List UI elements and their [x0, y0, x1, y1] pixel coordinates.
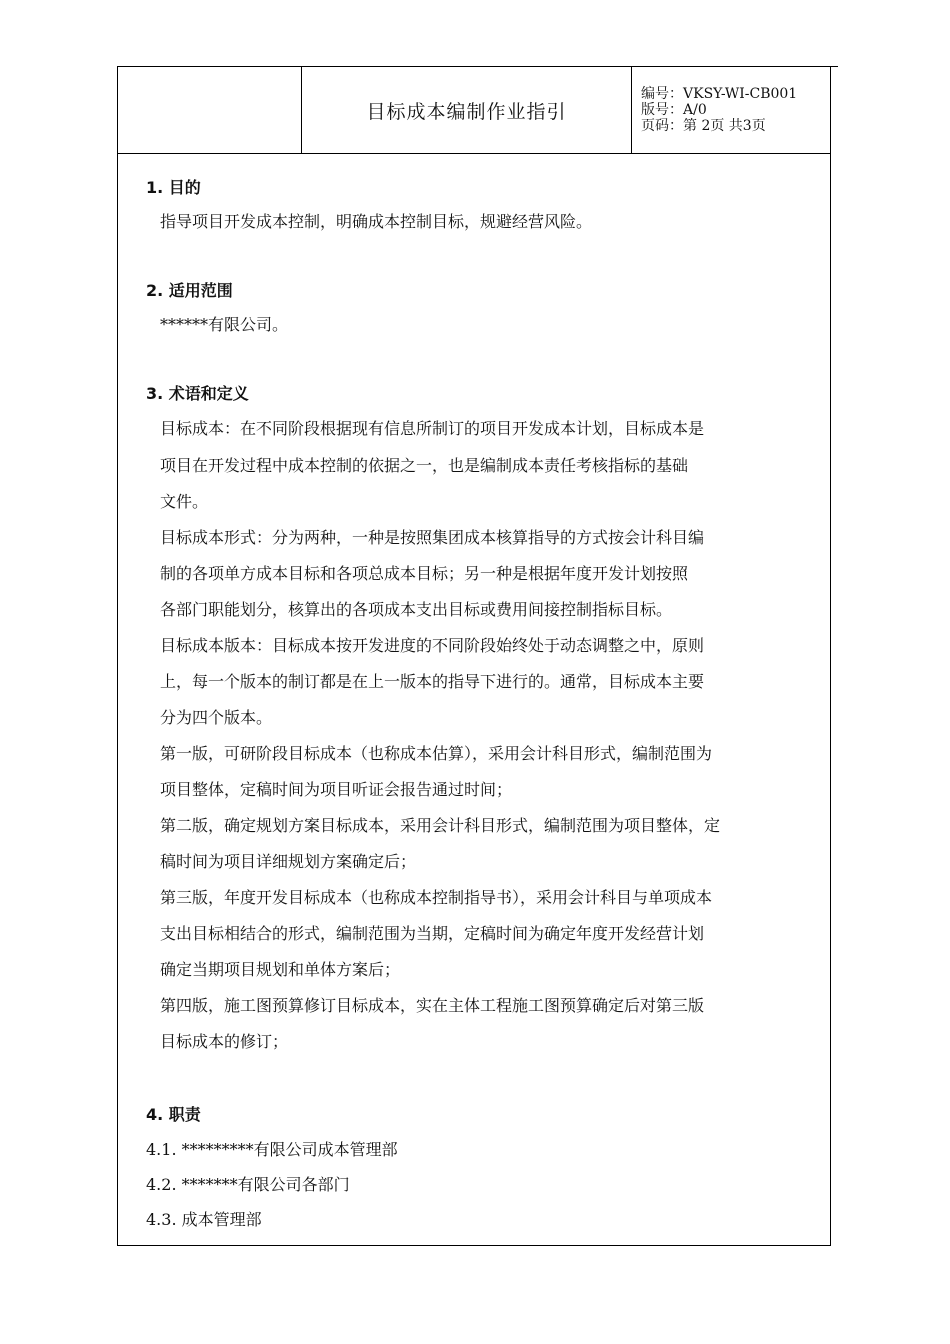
text-line: 稿时间为项目详细规划方案确定后； — [160, 852, 417, 871]
text-line: 目标成本的修订； — [160, 1032, 289, 1051]
text-line: 上，每一个版本的制订都是在上一版本的指导下进行的。通常，目标成本主要 — [160, 672, 705, 691]
text-line: 分为四个版本。 — [160, 708, 273, 727]
text-line: 第二版，确定规划方案目标成本，采用会计科目形式，编制范围为项目整体，定 — [160, 816, 721, 835]
document-title: 目标成本编制作业指引 — [302, 67, 632, 154]
section-heading: 4. 职责 — [146, 1105, 201, 1124]
text-line: 制的各项单方成本目标和各项总成本目标；另一种是根据年度开发计划按照 — [160, 564, 689, 583]
list-item: 4.3. 成本管理部 — [146, 1210, 262, 1229]
doc-number: 编号：VKSY-WI-CB001 — [641, 86, 798, 102]
section-heading: 2. 适用范围 — [146, 281, 233, 300]
text-line: 文件。 — [160, 492, 209, 511]
doc-version: 版号：A/0 — [641, 102, 707, 118]
paragraph: 指导项目开发成本控制，明确成本控制目标，规避经营风险。 — [160, 212, 593, 231]
text-line: 目标成本：在不同阶段根据现有信息所制订的项目开发成本计划，目标成本是 — [160, 419, 705, 438]
text-line: 第一版，可研阶段目标成本（也称成本估算），采用会计科目形式，编制范围为 — [160, 744, 713, 763]
text-line: 支出目标相结合的形式，编制范围为当期，定稿时间为确定年度开发经营计划 — [160, 924, 705, 943]
text-line: 目标成本版本：目标成本按开发进度的不同阶段始终处于动态调整之中，原则 — [160, 636, 705, 655]
document-info — [632, 67, 830, 154]
document-frame — [117, 66, 831, 1246]
text-line: 确定当期项目规划和单体方案后； — [160, 960, 401, 979]
document-header — [118, 67, 830, 154]
doc-page: 页码：第 2页 共3页 — [641, 118, 766, 134]
section-heading: 1. 目的 — [146, 178, 201, 197]
logo-cell — [118, 67, 302, 154]
section-heading: 3. 术语和定义 — [146, 384, 249, 403]
text-line: 第四版，施工图预算修订目标成本，实在主体工程施工图预算确定后对第三版 — [160, 996, 705, 1015]
text-line: 第三版，年度开发目标成本（也称成本控制指导书），采用会计科目与单项成本 — [160, 888, 713, 907]
text-line: 项目在开发过程中成本控制的依据之一，也是编制成本责任考核指标的基础 — [160, 456, 689, 475]
list-item: 4.1. *********有限公司成本管理部 — [146, 1140, 398, 1159]
paragraph: ******有限公司。 — [160, 315, 289, 334]
text-line: 各部门职能划分，核算出的各项成本支出目标或费用间接控制指标目标。 — [160, 600, 673, 619]
text-line: 目标成本形式：分为两种，一种是按照集团成本核算指导的方式按会计科目编 — [160, 528, 705, 547]
list-item: 4.2. *******有限公司各部门 — [146, 1175, 350, 1194]
text-line: 项目整体，定稿时间为项目听证会报告通过时间； — [160, 780, 513, 799]
